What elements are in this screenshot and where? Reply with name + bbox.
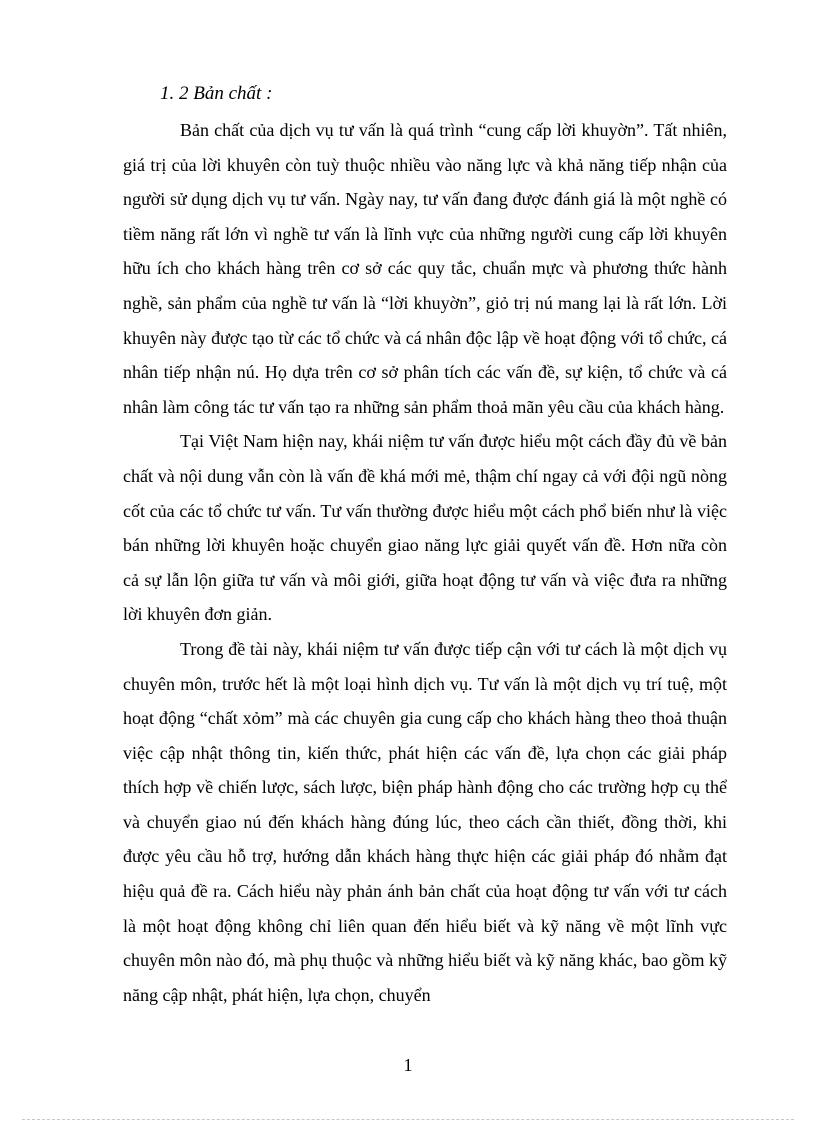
page-number: 1 <box>403 1055 413 1075</box>
section-heading: 1. 2 Bản chất : <box>160 83 273 104</box>
body-text <box>123 113 727 1012</box>
paragraph-nature-of-consulting: Bản chất của dịch vụ tư vấn là quá trình “cung cấp lời khuyờn”. Tất nhiên, giá trị của lời khuyên còn tuỳ thuộc nhiều vào năng lực và khả năng tiếp nhận của người sử dụng dịch vụ tư vấn. Ngày nay, tư vấn đang được đánh giá là một nghề có tiềm năng rất lớn vì nghề tư vấn là lĩnh vực của những người cung cấp lời khuyên hữu ích cho khách hàng trên cơ sở các quy tắc, chuẩn mực và phương thức hành nghề, sản phẩm của nghề tư vấn là “lời khuyờn”, giỏ trị nú mang lại là rất lớn. Lời khuyên này được tạo từ các tổ chức và cá nhân độc lập về hoạt động với tổ chức, cá nhân tiếp nhận nú. Họ dựa trên cơ sở phân tích các vấn đề, sự kiện, tổ chức và cá nhân làm công tác tư vấn tạo ra những sản phẩm thoả mãn yêu cầu của khách hàng. <box>123 120 727 417</box>
paragraph-vietnam-context: Tại Việt Nam hiện nay, khái niệm tư vấn được hiểu một cách đầy đủ về bản chất và nội dung vẫn còn là vấn đề khá mới mẻ, thậm chí ngay cả với đội ngũ nòng cốt của các tổ chức tư vấn. Tư vấn thường được hiểu một cách phổ biến như là việc bán những lời khuyên hoặc chuyển giao năng lực giải quyết vấn đề. Hơn nữa còn cả sự lẫn lộn giữa tư vấn và môi giới, giữa hoạt động tư vấn và việc đưa ra những lời khuyên đơn giản. <box>123 431 727 625</box>
page-bottom-divider <box>22 1119 794 1120</box>
paragraph-definition: Trong đề tài này, khái niệm tư vấn được tiếp cận với tư cách là một dịch vụ chuyên môn, trước hết là một loại hình dịch vụ. Tư vấn là một dịch vụ trí tuệ, một hoạt động “chất xỏm” mà các chuyên gia cung cấp cho khách hàng theo thoả thuận việc cập nhật thông tin, kiến thức, phát hiện các vấn đề, lựa chọn các giải pháp thích hợp về chiến lược, sách lược, biện pháp hành động cho các trường hợp cụ thể và chuyển giao nú đến khách hàng đúng lúc, theo cách cần thiết, đồng thời, khi được yêu cầu hỗ trợ, hướng dẫn khách hàng thực hiện các giải pháp đó nhằm đạt hiệu quả đề ra. Cách hiểu này phản ánh bản chất của hoạt động tư vấn với tư cách là một hoạt động không chỉ liên quan đến hiểu biết và kỹ năng về một lĩnh vực chuyên môn nào đó, mà phụ thuộc và những hiểu biết và kỹ năng khác, bao gồm kỹ năng cập nhật, phát hiện, lựa chọn, chuyển <box>123 638 727 1005</box>
